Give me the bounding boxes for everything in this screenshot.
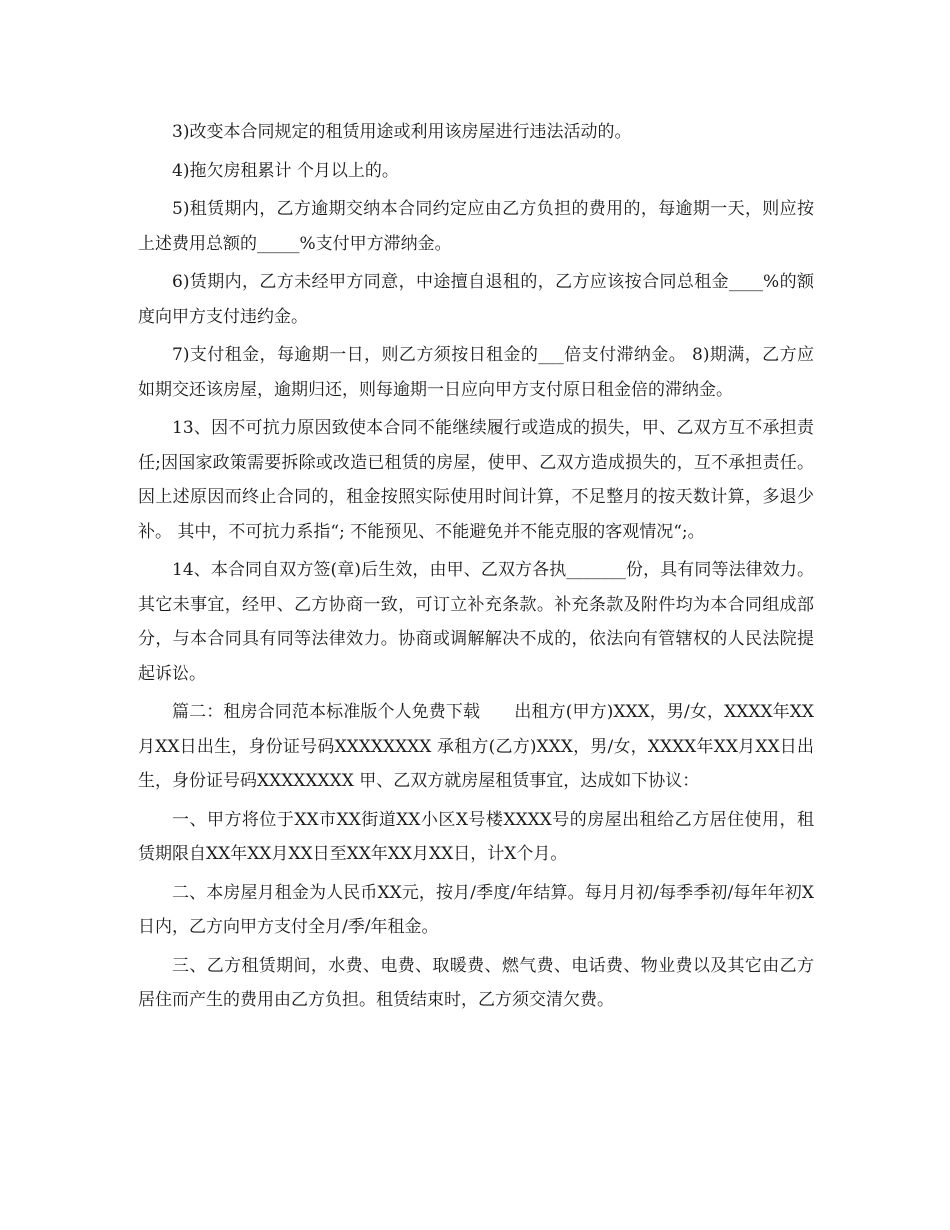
clause-14: 14、本合同自双方签(章)后生效，由甲、乙双方各执_______份，具有同等法律效力。其它未事宜，经甲、乙方协商一致，可订立补充条款。补充条款及附件均为本合同组成部分，与本合同具有同等法律效力。协商或调解解决不成的，依法向有管辖权的人民法院提起诉讼。 (138, 560, 814, 684)
section-two-intro: 篇二：租房合同范本标准版个人免费下载 出租方(甲方)XXX，男/女，XXXX年XX月XX日出生，身份证号码XXXXXXXX 承租方(乙方)XXX，男/女，XXXX年XX月XX日出生，身份证号码XXXXXXXX 甲、乙双方就房屋租赁事宜，达成如下协议： (138, 702, 814, 791)
clause-5: 5)租赁期内，乙方逾期交纳本合同约定应由乙方负担的费用的，每逾期一天，则应按上述费用总额的_____%支付甲方滞纳金。 (138, 199, 814, 254)
clause-4: 4)拖欠房租累计 个月以上的。 (172, 160, 399, 181)
clause-13: 13、因不可抗力原因致使本合同不能继续履行或造成的损失，甲、乙双方互不承担责任;因国家政策需要拆除或改造已租赁的房屋，使甲、乙双方造成损失的，互不承担责任。因上述原因而终止合同的，租金按照实际使用时间计算，不足整月的按天数计算，多退少补。 其中，不可抗力系指“; 不能预见、不能避免并不能克服的客观情况“;。 (138, 418, 814, 542)
clause-6: 6)赁期内，乙方未经甲方同意，中途擅自退租的，乙方应该按合同总租金____%的额度向甲方支付违约金。 (138, 272, 814, 327)
section-two-item-3: 三、乙方租赁期间，水费、电费、取暖费、燃气费、电话费、物业费以及其它由乙方居住而产生的费用由乙方负担。租赁结束时，乙方须交清欠费。 (138, 955, 814, 1010)
document-body (138, 115, 814, 1022)
clause-7-8: 7)支付租金，每逾期一日，则乙方须按日租金的___倍支付滞纳金。 8)期满，乙方应如期交还该房屋，逾期归还，则每逾期一日应向甲方支付原日租金倍的滞纳金。 (138, 345, 814, 400)
section-two-item-1: 一、甲方将位于XX市XX街道XX小区X号楼XXXX号的房屋出租给乙方居住使用，租赁期限自XX年XX月XX日至XX年XX月XX日，计X个月。 (138, 809, 814, 864)
clause-3: 3)改变本合同规定的租赁用途或利用该房屋进行违法活动的。 (172, 122, 632, 142)
section-two-item-2: 二、本房屋月租金为人民币XX元，按月/季度/年结算。每月月初/每季季初/每年年初X日内，乙方向甲方支付全月/季/年租金。 (138, 882, 814, 937)
